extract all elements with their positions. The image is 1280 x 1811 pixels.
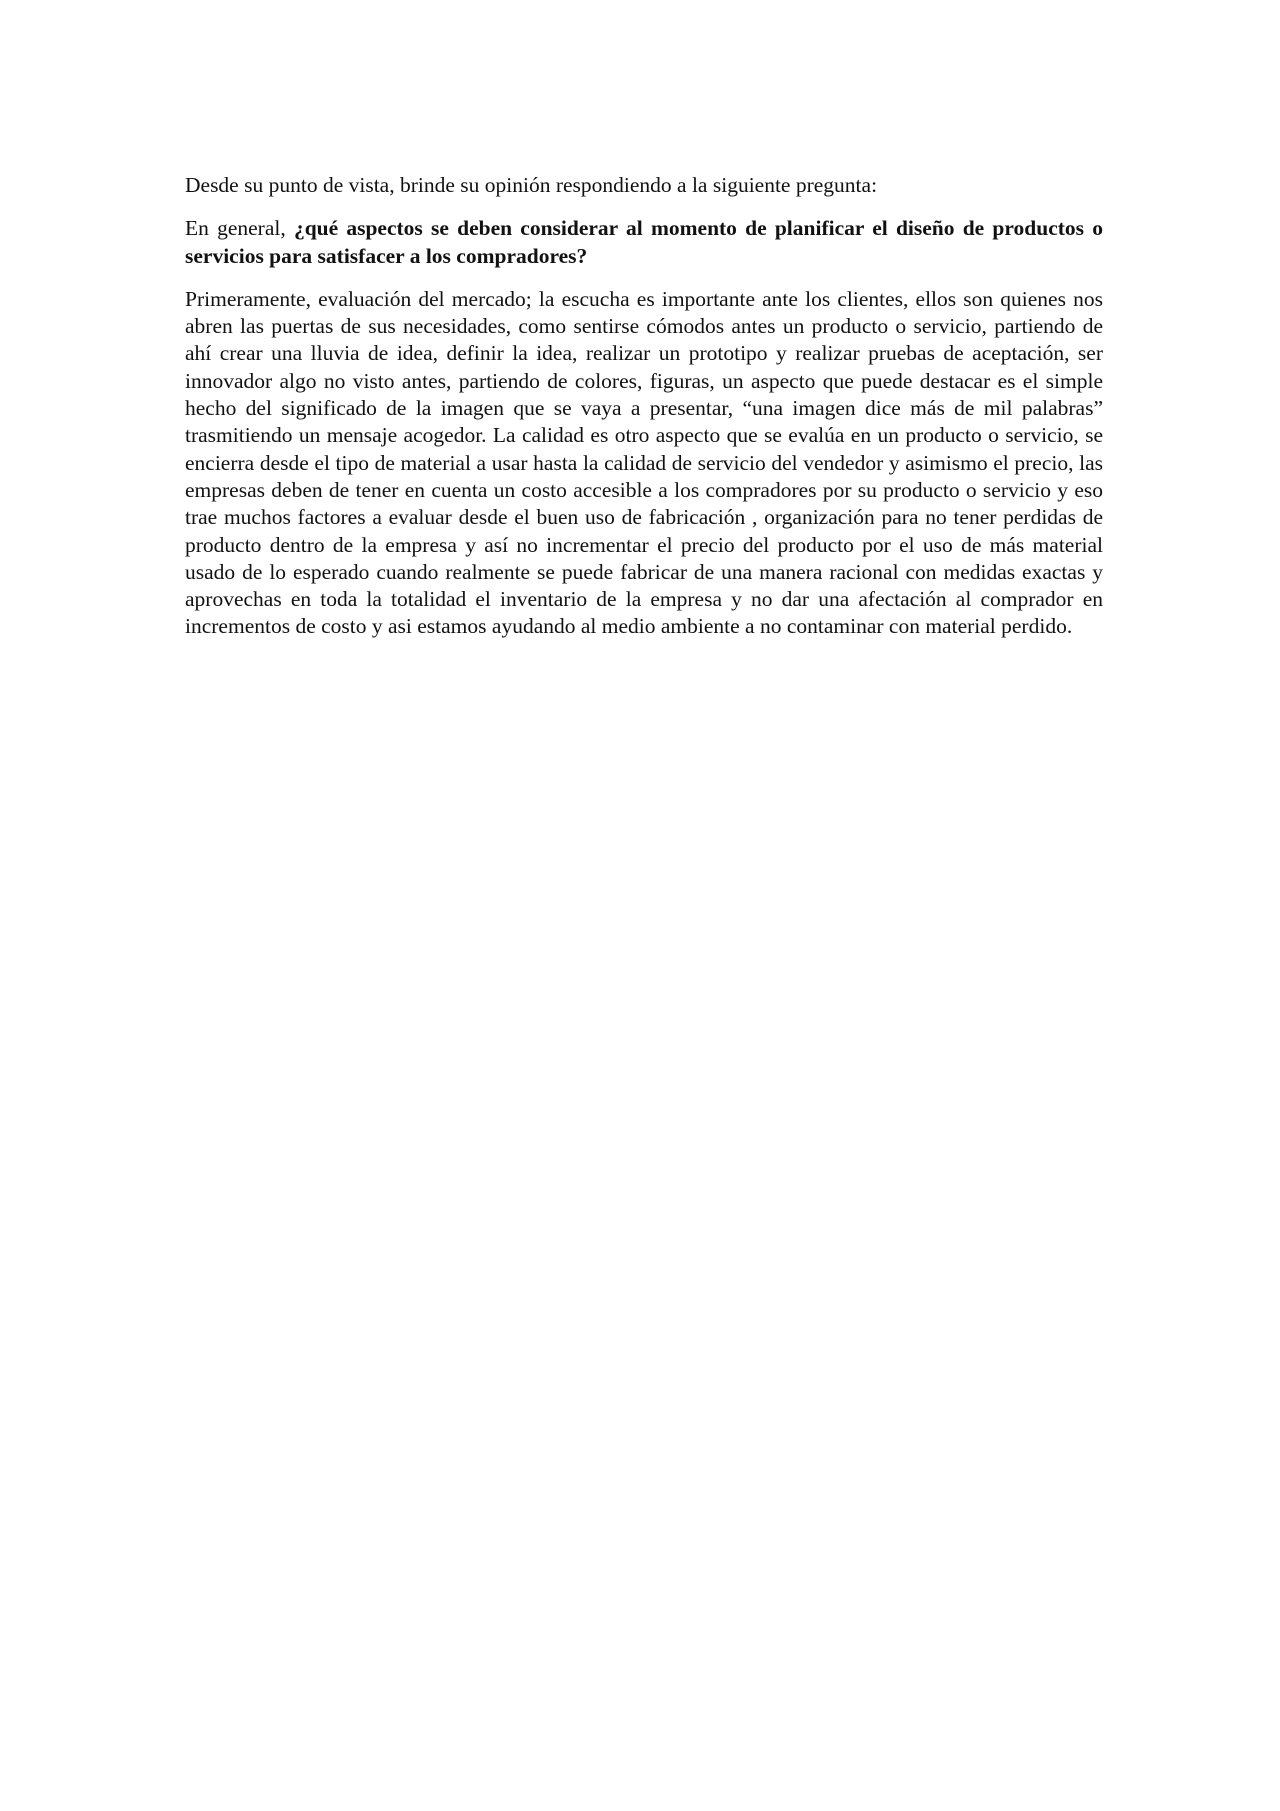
document-body xyxy=(185,172,1103,657)
instruction-text: Desde su punto de vista, brinde su opinión respondiendo a la siguiente pregunta: xyxy=(185,173,878,197)
answer-paragraph: Primeramente, evaluación del mercado; la escucha es importante ante los clientes, ellos son quienes nos abren las puertas de sus necesidades, como sentirse cómodos antes un producto o servicio, partiendo de ahí crear una lluvia de idea, definir la idea, realizar un prototipo y realizar pruebas de aceptación, ser innovador algo no visto antes, partiendo de colores, figuras, un aspecto que puede destacar es el simple hecho del significado de la imagen que se vaya a presentar, “una imagen dice más de mil palabras” trasmitiendo un mensaje acogedor. La calidad es otro aspecto que se evalúa en un producto o servicio, se encierra desde el tipo de material a usar hasta la calidad de servicio del vendedor y asimismo el precio, las empresas deben de tener en cuenta un costo accesible a los compradores por su producto o servicio y eso trae muchos factores a evaluar desde el buen uso de fabricación , organización para no tener perdidas de producto dentro de la empresa y así no incrementar el precio del producto por el uso de más material usado de lo esperado cuando realmente se puede fabricar de una manera racional con medidas exactas y aprovechas en toda la totalidad el inventario de la empresa y no dar una afectación al comprador en incrementos de costo y asi estamos ayudando al medio ambiente a no contaminar con material perdido. xyxy=(185,286,1103,639)
question-lead-text: En general, xyxy=(185,216,294,241)
question-bold-text: ¿qué aspectos se deben considerar al momento de planificar el diseño de productos o servicios para satisfacer a los compradores? xyxy=(185,216,1103,268)
question-paragraph xyxy=(185,215,1103,270)
